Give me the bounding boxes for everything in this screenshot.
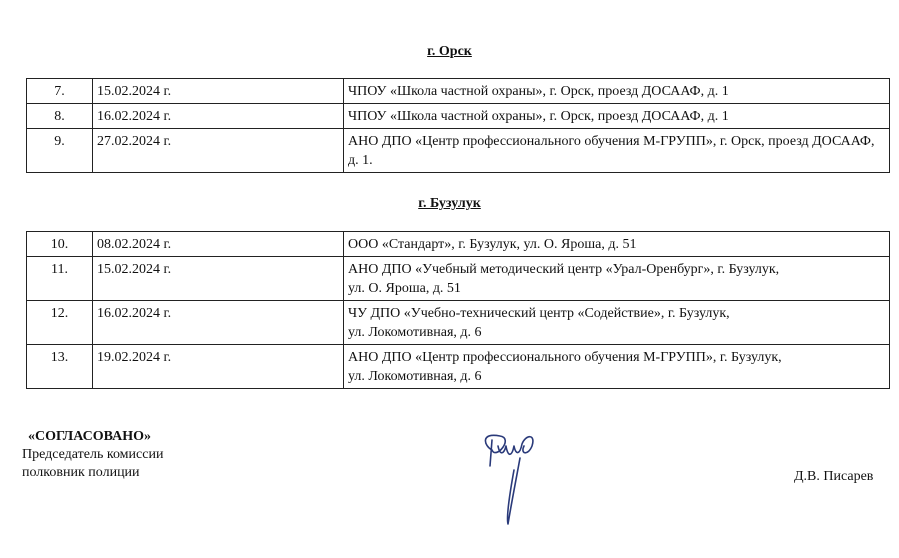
row-place: АНО ДПО «Центр профессионального обучения М-ГРУПП», г. Орск, проезд ДОСААФ, д. 1. (344, 129, 890, 173)
approval-agreed: «СОГЛАСОВАНО» (28, 429, 151, 444)
row-place: АНО ДПО «Учебный методический центр «Урал-Оренбург», г. Бузулук, ул. О. Яроша, д. 51 (344, 257, 890, 301)
table-row (27, 79, 890, 104)
approval-position: Председатель комиссии (22, 447, 164, 462)
table-row (27, 301, 890, 345)
table-row (27, 104, 890, 129)
row-place: АНО ДПО «Центр профессионального обучения М-ГРУПП», г. Бузулук, ул. Локомотивная, д. 6 (344, 345, 890, 389)
row-number: 13. (27, 345, 93, 389)
row-date: 27.02.2024 г. (93, 129, 344, 173)
row-number: 12. (27, 301, 93, 345)
row-date: 16.02.2024 г. (93, 104, 344, 129)
row-number: 8. (27, 104, 93, 129)
row-number: 10. (27, 232, 93, 257)
row-date: 19.02.2024 г. (93, 345, 344, 389)
row-date: 08.02.2024 г. (93, 232, 344, 257)
row-number: 7. (27, 79, 93, 104)
row-place: ЧПОУ «Школа частной охраны», г. Орск, проезд ДОСААФ, д. 1 (344, 104, 890, 129)
row-place: ЧПОУ «Школа частной охраны», г. Орск, проезд ДОСААФ, д. 1 (344, 79, 890, 104)
signatory-name: Д.В. Писарев (794, 469, 874, 484)
table-row (27, 129, 890, 173)
row-number: 9. (27, 129, 93, 173)
row-date: 16.02.2024 г. (93, 301, 344, 345)
approval-rank: полковник полиции (22, 465, 140, 480)
table-row (27, 345, 890, 389)
row-number: 11. (27, 257, 93, 301)
section-title-buzuluk: г. Бузулук (418, 196, 481, 211)
row-place: ЧУ ДПО «Учебно-технический центр «Содействие», г. Бузулук, ул. Локомотивная, д. 6 (344, 301, 890, 345)
table-row (27, 257, 890, 301)
schedule-table-buzuluk (26, 231, 890, 389)
table-row (27, 232, 890, 257)
row-place: ООО «Стандарт», г. Бузулук, ул. О. Яроша, д. 51 (344, 232, 890, 257)
schedule-table-orsk (26, 78, 890, 173)
handwritten-signature-icon (470, 420, 550, 530)
section-title-orsk: г. Орск (427, 44, 472, 59)
row-date: 15.02.2024 г. (93, 257, 344, 301)
row-date: 15.02.2024 г. (93, 79, 344, 104)
approval-block (22, 428, 163, 482)
